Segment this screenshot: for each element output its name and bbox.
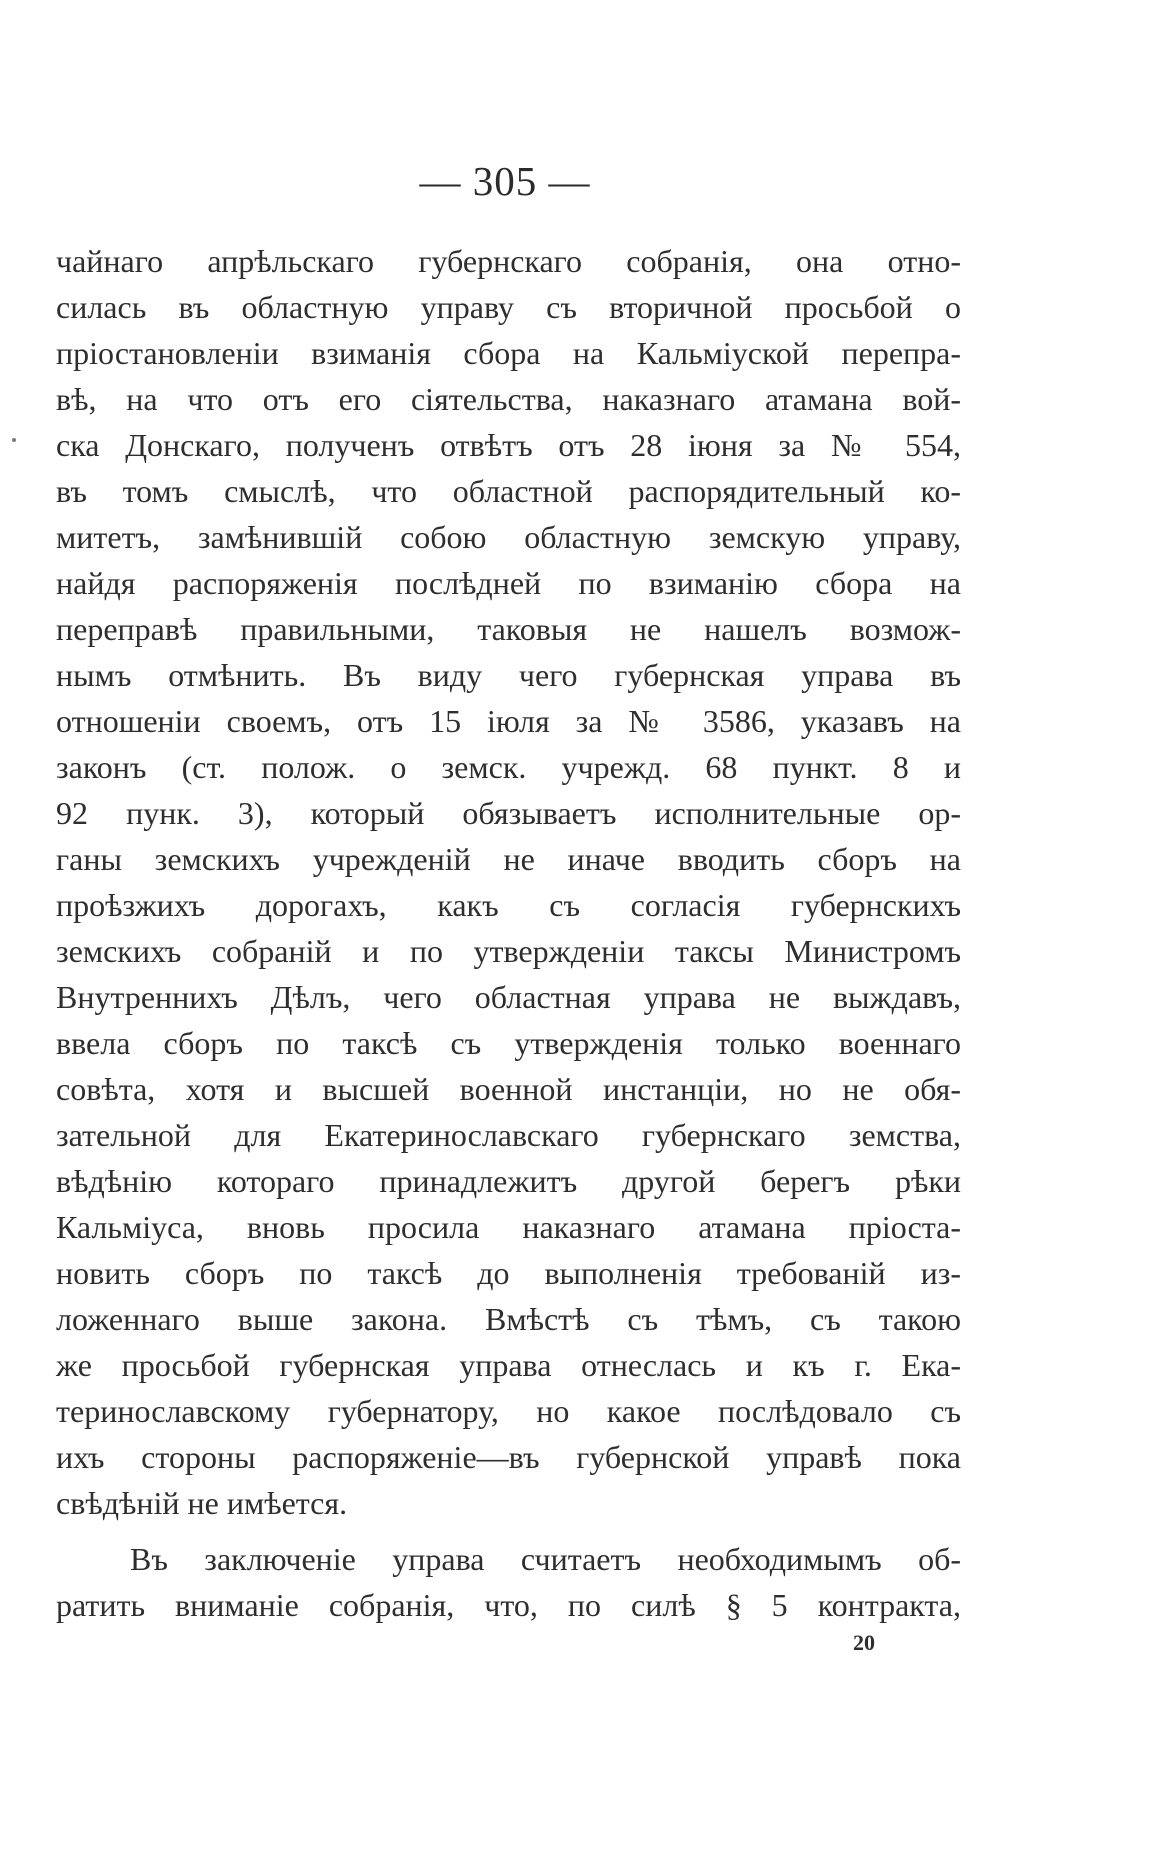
text-line: Кальміуса, вновь просила наказнаго атамана пріоста-	[56, 1209, 961, 1245]
paragraph-2	[56, 1536, 961, 1628]
text-line: проѣзжихъ дорогахъ, какъ съ согласія губернскихъ	[56, 887, 961, 923]
text-line: найдя распоряженія послѣдней по взиманію сбора на	[56, 565, 961, 601]
text-line: ратить вниманіе собранія, что, по силѣ § 5 контракта,	[56, 1587, 961, 1623]
text-line: силась въ областную управу съ вторичной просьбой о	[56, 289, 961, 325]
text-line: совѣта, хотя и высшей военной инстанціи, но не обя-	[56, 1071, 961, 1107]
text-line: теринославскому губернатору, но какое послѣдовало съ	[56, 1393, 961, 1429]
text-line: 92 пунк. 3), который обязываетъ исполнительные ор-	[56, 795, 961, 831]
text-line: вѣ, на что отъ его сіятельства, наказнаго атамана вой-	[56, 381, 961, 417]
text-line: же просьбой губернская управа отнеслась и къ г. Ека-	[56, 1347, 961, 1383]
page-number: — 305 —	[419, 158, 591, 204]
text-line: нымъ отмѣнить. Въ виду чего губернская управа въ	[56, 657, 961, 693]
text-line: новить сборъ по таксѣ до выполненія требованій из-	[56, 1255, 961, 1291]
paragraph-1	[56, 238, 961, 1526]
text-line: вѣдѣнію котораго принадлежитъ другой берегъ рѣки	[56, 1163, 961, 1199]
text-line: Въ заключеніе управа считаетъ необходимымъ об-	[130, 1541, 961, 1577]
text-line: ска Донскаго, полученъ отвѣтъ отъ 28 іюня за № 554,	[56, 427, 961, 463]
text-line: ложеннаго выше закона. Вмѣстѣ съ тѣмъ, съ такою	[56, 1301, 961, 1337]
text-line: земскихъ собраній и по утвержденіи таксы Министромъ	[56, 933, 961, 969]
text-line: пріостановленіи взиманія сбора на Кальміуской перепра-	[56, 335, 961, 371]
text-line: ихъ стороны распоряженіе—въ губернской управѣ пока	[56, 1439, 961, 1475]
body-text	[56, 238, 961, 1628]
text-line: зательной для Екатеринославскаго губернскаго земства,	[56, 1117, 961, 1153]
text-line: ганы земскихъ учрежденій не иначе вводить сборъ на	[56, 841, 961, 877]
text-line: въ томъ смыслѣ, что областной распорядительный ко-	[56, 473, 961, 509]
printer-signature-mark: 20	[853, 1630, 875, 1655]
text-line: Внутреннихъ Дѣлъ, чего областная управа не выждавъ,	[56, 979, 961, 1015]
text-line: законъ (ст. полож. о земск. учрежд. 68 пункт. 8 и	[56, 749, 961, 785]
text-line: переправѣ правильными, таковыя не нашелъ возмож-	[56, 611, 961, 647]
margin-speck	[12, 438, 16, 442]
text-line: митетъ, замѣнившій собою областную земскую управу,	[56, 519, 961, 555]
text-line: отношеніи своемъ, отъ 15 іюля за № 3586, указавъ на	[56, 703, 961, 739]
text-line: ввела сборъ по таксѣ съ утвержденія только военнаго	[56, 1025, 961, 1061]
text-line: свѣдѣній не имѣется.	[56, 1485, 348, 1521]
paragraph-gap	[56, 1526, 961, 1536]
text-line: чайнаго апрѣльскаго губернскаго собранія, она отно-	[56, 243, 961, 279]
